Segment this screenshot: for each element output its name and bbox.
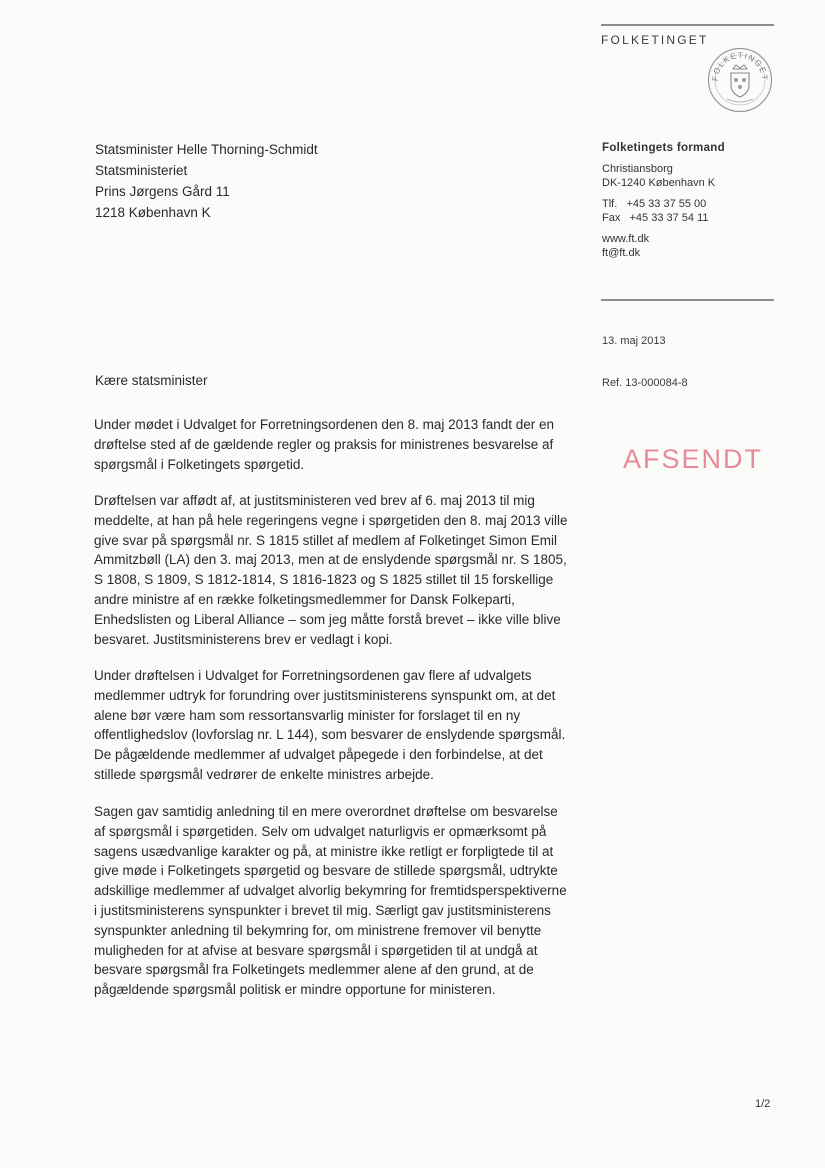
sender-email: ft@ft.dk: [602, 247, 641, 259]
recipient-office: Statsministeriet: [95, 163, 188, 178]
sender-address-line1: Christiansborg: [602, 163, 673, 175]
sender-phone: Tlf. +45 33 37 55 00: [602, 198, 707, 210]
sender-block: [602, 141, 725, 260]
sender-title: Folketingets formand: [602, 142, 725, 154]
organization-name: FOLKETINGET: [601, 33, 709, 47]
sender-web: www.ft.dk: [602, 233, 650, 245]
body-paragraph-3: Under drøftelsen i Udvalget for Forretningsordenen gav flere af udvalgets medlemmer udtryk for forundring over justitsministerens synspunkt om, at det alene bør være ham som ressortansvarlig minister for forslaget til en ny offentlighedslov (lovforslag nr. L 144), som besvarer de enslydende spørgsmål. De pågældende medlemmer af udvalget påpegede i den forbindelse, at det stillede spørgsmål vedrører de enkelte ministres arbejde.: [94, 668, 566, 782]
recipient-street: Prins Jørgens Gård 11: [95, 184, 230, 199]
sender-fax: Fax +45 33 37 54 11: [602, 212, 709, 224]
recipient-address: [95, 139, 318, 223]
page-number: 1/2: [755, 1098, 771, 1110]
body-paragraph-2: Drøftelsen var affødt af, at justitsministeren ved brev af 6. maj 2013 til mig meddelte, at han på hele regeringens vegne i spørgetiden den 8. maj 2013 ville give svar på spørgsmål nr. S 1815 stillet af medlem af Folketinget Simon Emil Ammitzbøll (LA) den 3. maj 2013, men at de enslydende spørgsmål nr. S 1805, S 1808, S 1809, S 1812-1814, S 1816-1823 og S 1825 stillet til 15 forskellige andre ministre af en række folketingsmedlemmer for Dansk Folkeparti, Enhedslisten og Liberal Alliance – som jeg måtte forstå brevet – ikke ville blive besvaret. Justitsministerens brev er vedlagt i kopi.: [94, 493, 568, 647]
salutation: Kære statsminister: [95, 373, 208, 388]
letter-date: 13. maj 2013: [602, 335, 666, 347]
body-paragraph-1: Under mødet i Udvalget for Forretningsordenen den 8. maj 2013 fandt der en drøftelse sted af de gældende regler og praksis for ministrenes besvarelse af spørgsmål i Folketingets spørgetid.: [94, 417, 555, 472]
body-paragraph-4: Sagen gav samtidig anledning til en mere overordnet drøftelse om besvarelse af spørgsmål i spørgetiden. Selv om udvalget naturligvis er opmærksomt på sagens usædvanlige karakter og på, at ministre ikke retligt er forpligtede til at give møde i Folketingets spørgetid og besvare de stillede spørgsmål, udtrykte adskillige medlemmer af udvalget alvorlig bekymring for fremtidsperspektiverne i justitsministerens synspunkter i brevet til mig. Særligt gav justitsministerens synspunkter anledning til bekymring for, om ministrene fremover vil benytte muligheden for at afvise at besvare spørgsmål i spørgetiden til at undgå at besvare spørgsmål fra Folketingets medlemmer alene af den grund, at de pågældende spørgsmål politisk er mindre opportune for ministeren.: [94, 804, 567, 998]
seal-text: FOLKETINGET: [710, 50, 770, 82]
recipient-city: 1218 København K: [95, 205, 211, 220]
sender-address-line2: DK-1240 København K: [602, 177, 716, 189]
sent-stamp: AFSENDT: [623, 444, 764, 474]
sender-divider: [601, 299, 774, 301]
recipient-name: Statsminister Helle Thorning-Schmidt: [95, 142, 318, 157]
letterhead-top-rule: [601, 24, 774, 26]
parliament-seal-icon: [707, 47, 773, 113]
reference-number: Ref. 13-000084-8: [602, 377, 688, 389]
